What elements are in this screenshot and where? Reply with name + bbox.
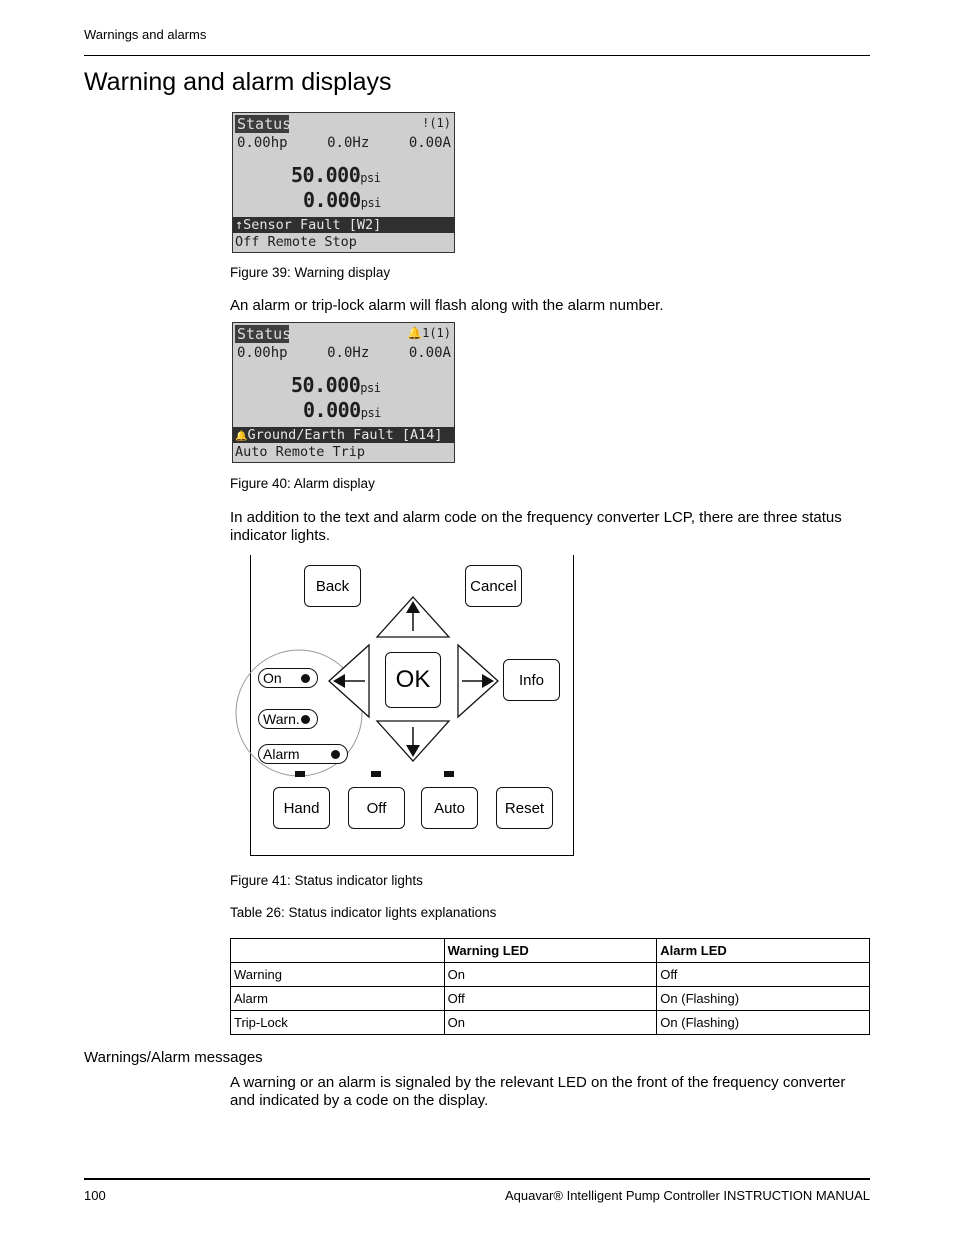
ok-button[interactable]: OK bbox=[385, 652, 441, 708]
status-label: Status bbox=[237, 325, 292, 343]
warning-icon: !(1) bbox=[422, 116, 451, 130]
current-readout: 0.00A bbox=[408, 345, 451, 361]
power-readout: 0.00hp bbox=[237, 135, 288, 151]
alarm-display bbox=[232, 322, 455, 463]
table-header: Warning LED bbox=[444, 939, 657, 963]
frequency-readout: 0.0Hz bbox=[327, 345, 370, 361]
table-cell: On bbox=[444, 963, 657, 987]
info-button[interactable]: Info bbox=[503, 659, 560, 701]
mode-text: Off Remote Stop bbox=[235, 234, 357, 250]
table-cell: On bbox=[444, 1011, 657, 1035]
figure-40-caption: Figure 40: Alarm display bbox=[230, 476, 375, 491]
table-header bbox=[231, 939, 445, 963]
alarm-led: Alarm bbox=[258, 744, 348, 764]
pressure-actual: 0.000psi bbox=[303, 398, 381, 422]
paragraph-3: A warning or an alarm is signaled by the relevant LED on the front of the frequency converter and indicated by a code on the display. bbox=[230, 1074, 846, 1109]
footer-rule bbox=[84, 1178, 870, 1180]
table-cell: Alarm bbox=[231, 987, 445, 1011]
table-row bbox=[231, 963, 870, 987]
lcp-keypad bbox=[250, 555, 574, 856]
pressure-actual: 0.000psi bbox=[303, 188, 381, 212]
table-header-row bbox=[231, 939, 870, 963]
left-arrow-button[interactable] bbox=[327, 643, 373, 719]
up-arrow-button[interactable] bbox=[375, 595, 451, 639]
power-readout: 0.00hp bbox=[237, 345, 288, 361]
readout-row bbox=[237, 135, 451, 151]
section-heading: Warnings/Alarm messages bbox=[84, 1049, 263, 1066]
pressure-setpoint: 50.000psi bbox=[291, 163, 381, 187]
table-header: Alarm LED bbox=[657, 939, 870, 963]
readout-row bbox=[237, 345, 451, 361]
running-header: Warnings and alarms bbox=[84, 27, 207, 42]
bell-icon: 🔔 bbox=[235, 431, 248, 442]
hand-button[interactable]: Hand bbox=[273, 787, 330, 829]
down-arrow-button[interactable] bbox=[375, 719, 451, 763]
pressure-setpoint: 50.000psi bbox=[291, 373, 381, 397]
table-cell: On (Flashing) bbox=[657, 987, 870, 1011]
on-led: On bbox=[258, 668, 318, 688]
page-title: Warning and alarm displays bbox=[84, 68, 392, 96]
paragraph-1: An alarm or trip-lock alarm will flash along with the alarm number. bbox=[230, 297, 664, 314]
frequency-readout: 0.0Hz bbox=[327, 135, 370, 151]
current-readout: 0.00A bbox=[408, 135, 451, 151]
table-row bbox=[231, 1011, 870, 1035]
auto-button[interactable]: Auto bbox=[421, 787, 478, 829]
table-cell: Off bbox=[657, 963, 870, 987]
on-led-dot bbox=[301, 674, 310, 683]
bell-icon: 🔔1(1) bbox=[407, 326, 451, 340]
alarm-led-dot bbox=[331, 750, 340, 759]
header-rule bbox=[84, 55, 870, 56]
off-button[interactable]: Off bbox=[348, 787, 405, 829]
warning-display bbox=[232, 112, 455, 253]
status-lights-table bbox=[230, 938, 870, 1035]
off-indicator bbox=[371, 771, 381, 777]
alarm-message: 🔔Ground/Earth Fault [A14] bbox=[233, 427, 455, 443]
table-cell: Off bbox=[444, 987, 657, 1011]
warn-led: Warn. bbox=[258, 709, 318, 729]
table-cell: On (Flashing) bbox=[657, 1011, 870, 1035]
auto-indicator bbox=[444, 771, 454, 777]
mode-text: Auto Remote Trip bbox=[235, 444, 366, 460]
manual-title: Aquavar® Intelligent Pump Controller INSTRUCTION MANUAL bbox=[504, 1188, 870, 1203]
hand-indicator bbox=[295, 771, 305, 777]
right-arrow-button[interactable] bbox=[454, 643, 500, 719]
warn-led-dot bbox=[301, 715, 310, 724]
table-cell: Trip-Lock bbox=[231, 1011, 445, 1035]
cancel-button[interactable]: Cancel bbox=[465, 565, 522, 607]
table-caption: Table 26: Status indicator lights explanations bbox=[230, 905, 497, 920]
status-label: Status bbox=[237, 115, 292, 133]
warning-message: ↑Sensor Fault [W2] bbox=[233, 217, 455, 233]
back-button[interactable]: Back bbox=[304, 565, 361, 607]
reset-button[interactable]: Reset bbox=[496, 787, 553, 829]
table-cell: Warning bbox=[231, 963, 445, 987]
page-number: 100 bbox=[84, 1188, 106, 1203]
figure-39-caption: Figure 39: Warning display bbox=[230, 265, 391, 280]
figure-41-caption: Figure 41: Status indicator lights bbox=[230, 873, 423, 888]
paragraph-2: In addition to the text and alarm code on the frequency converter LCP, there are three status indicator lights. bbox=[230, 509, 842, 544]
warning-arrow-icon: ↑ bbox=[235, 217, 244, 233]
table-row bbox=[231, 987, 870, 1011]
